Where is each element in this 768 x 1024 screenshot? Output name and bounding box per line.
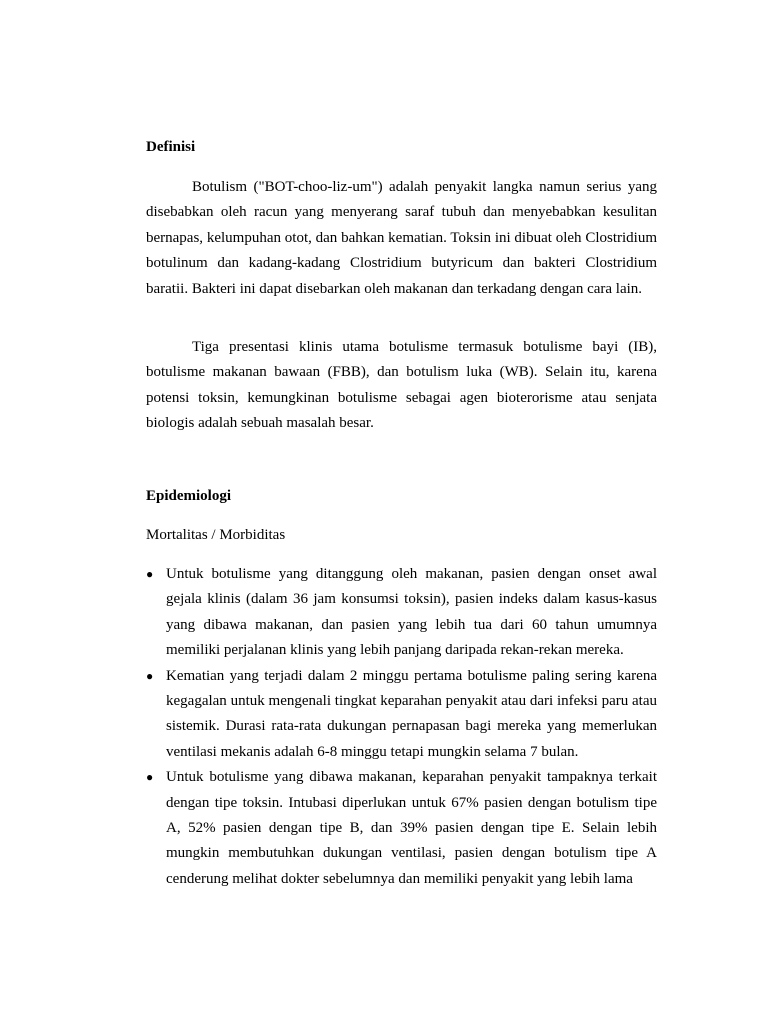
bullet-text: Untuk botulisme yang ditanggung oleh makanan, pasien dengan onset awal gejala klinis (dalam 36 jam konsumsi toksin), pasien indeks dalam kasus-kasus yang dibawa makanan, dan pasien yang lebih tua dari 60 tahun umumnya memiliki perjalanan klinis yang lebih panjang daripada rekan-rekan mereka. [166,566,657,659]
bullet-text: Untuk botulisme yang dibawa makanan, keparahan penyakit tampaknya terkait dengan tipe toksin. Intubasi diperlukan untuk 67% pasien dengan botulism tipe A, 52% pasien dengan tipe B, dan 39% pasien dengan tipe E. Selain lebih mungkin membutuhkan dukungan ventilasi, pasien dengan botulism tipe A cenderung melihat dokter sebelumnya dan memiliki penyakit yang lebih lama [166,769,657,887]
definisi-paragraph-1: Botulism ("BOT-choo-liz-um") adalah penyakit langka namun serius yang disebabkan oleh racun yang menyerang saraf tubuh dan menyebabkan kesulitan bernapas, kelumpuhan otot, dan bahkan kematian. Toksin ini dibuat oleh Clostridium botulinum dan kadang-kadang Clostridium butyricum dan bakteri Clostridium baratii. Bakteri ini dapat disebarkan oleh makanan dan terkadang dengan cara lain. [146,179,657,297]
document-page [146,0,657,1024]
list-item [146,562,657,664]
bullet-text: Kematian yang terjadi dalam 2 minggu pertama botulisme paling sering karena kegagalan untuk mengenali tingkat keparahan penyakit atau dari infeksi paru atau sistemik. Durasi rata-rata dukungan pernapasan bagi mereka yang memerlukan ventilasi mekanis adalah 6-8 minggu tetapi mungkin selama 7 bulan. [166,667,657,760]
mortalitas-bullet-list [146,562,657,892]
list-item [146,664,657,766]
definisi-paragraph-2: Tiga presentasi klinis utama botulisme termasuk botulisme bayi (IB), botulisme makanan bawaan (FBB), dan botulism luka (WB). Selain itu, karena potensi toksin, kemungkinan botulisme sebagai agen bioterorisme atau senjata biologis adalah sebuah masalah besar. [146,339,657,432]
bullet-icon: ● [146,770,154,785]
section-heading-epidemiologi: Epidemiologi [146,488,232,504]
bullet-icon: ● [146,567,154,581]
bullet-icon: ● [146,668,154,683]
list-item [146,765,657,892]
section-heading-definisi: Definisi [146,139,196,155]
subheading-mortalitas: Mortalitas / Morbiditas [146,527,286,543]
